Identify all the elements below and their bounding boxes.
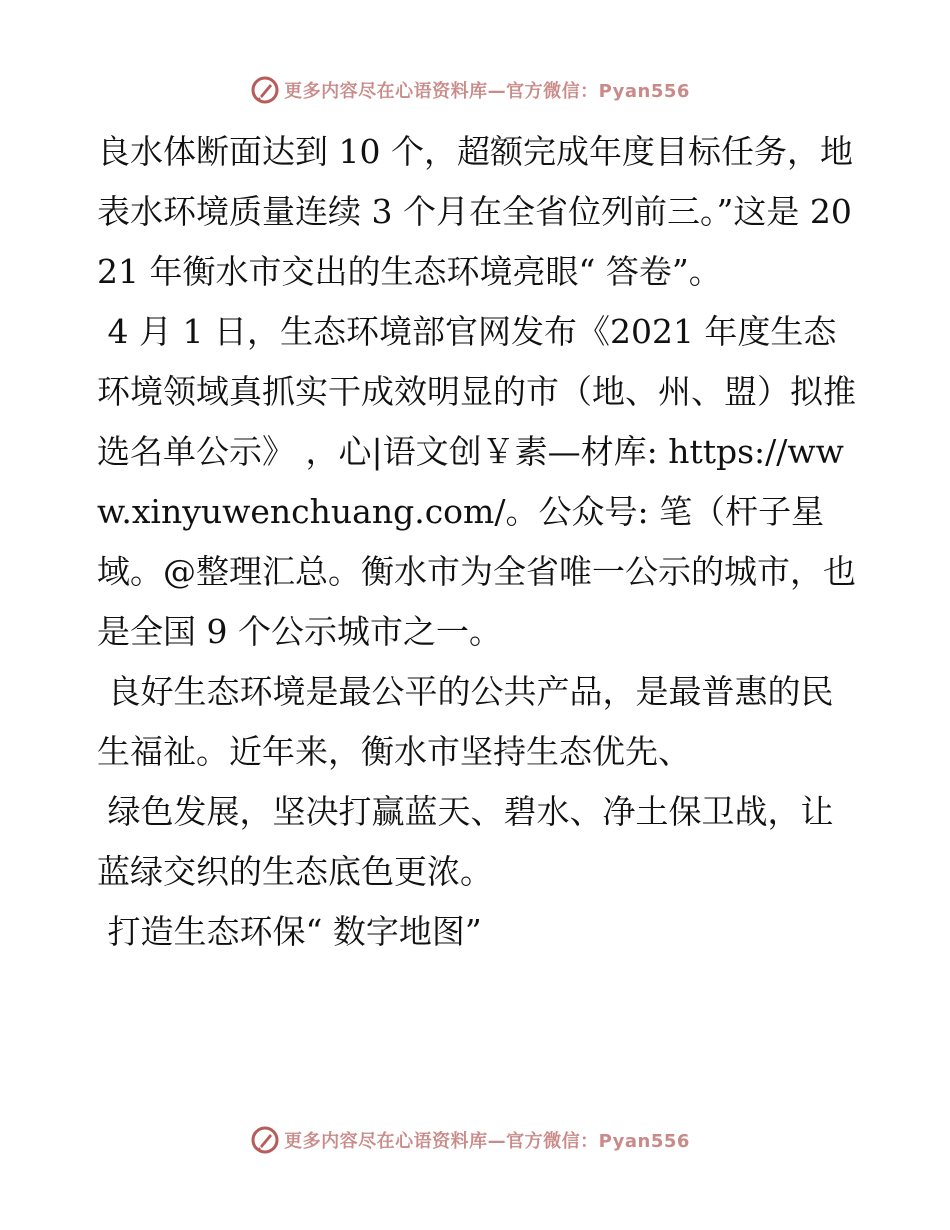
pen-logo-icon — [250, 75, 280, 105]
footer-banner-inner — [250, 1125, 690, 1155]
document-body — [97, 122, 857, 962]
footer-banner-text: 更多内容尽在心语资料库—官方微信：Pyan556 — [284, 1131, 690, 1152]
header-banner — [0, 70, 950, 110]
paragraph-3: 良好生态环境是最公平的公共产品，是最普惠的民生福祉。近年来，衡水市坚持生态优先、 — [97, 672, 834, 771]
paragraph-1: 良水体断面达到 10 个，超额完成年度目标任务，地表水环境质量连续 3 个月在全省位列前三。”这是 2021 年衡水市交出的生态环境亮眼“ 答卷”。 — [97, 132, 853, 291]
pen-logo-icon — [250, 1125, 280, 1155]
footer-banner — [0, 1120, 950, 1160]
paragraph-5: 打造生态环保“ 数字地图” — [97, 912, 482, 951]
header-banner-inner — [250, 75, 690, 105]
paragraph-2: 4 月 1 日，生态环境部官网发布《2021 年度生态环境领域真抓实干成效明显的市（地、州、盟）拟推选名单公示》 ，心|语文创￥素—材库: https://www.xinyuwenchuang.com/。公众号: 笔（杆子星域。@整理汇总。衡水市为全省唯一公示的城市，也是全国 9 个公示城市之一。 — [97, 312, 856, 651]
header-banner-text: 更多内容尽在心语资料库—官方微信：Pyan556 — [284, 81, 690, 102]
paragraph-4: 绿色发展，坚决打赢蓝天、碧水、净土保卫战，让蓝绿交织的生态底色更浓。 — [97, 792, 834, 891]
